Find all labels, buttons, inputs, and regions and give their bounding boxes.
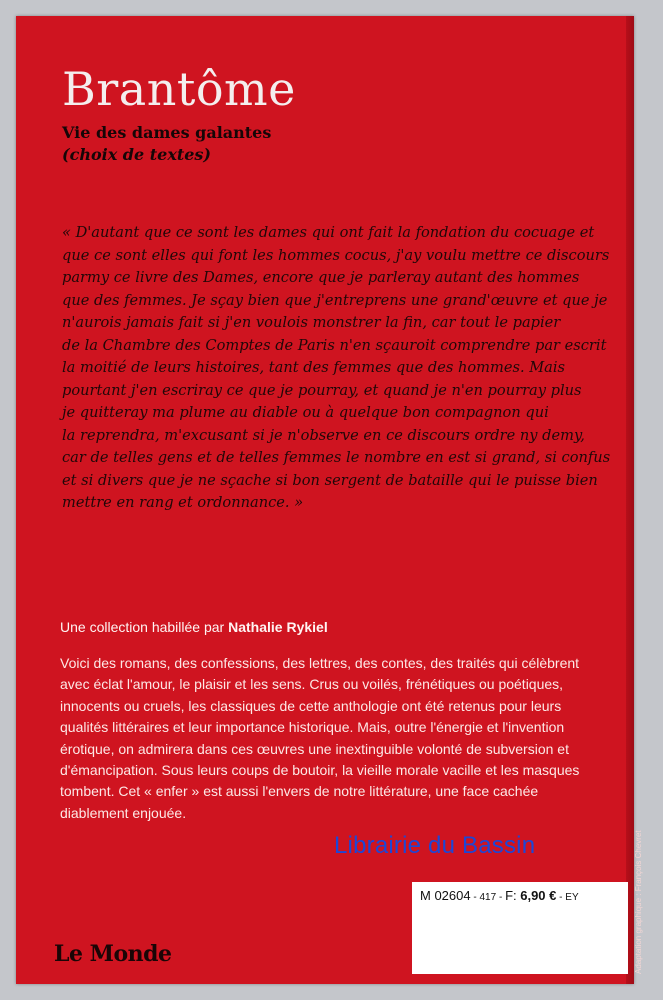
barcode-text bbox=[420, 888, 620, 903]
cover-edge bbox=[626, 16, 634, 984]
collection-credit bbox=[60, 619, 328, 635]
quote-line: mettre en rang et ordonnance. » bbox=[62, 494, 304, 511]
collection-prefix: Une collection habillée par bbox=[60, 619, 229, 635]
blurb-line: innocents ou cruels, les classiques de cette anthologie ont été retenus pour leurs bbox=[60, 697, 562, 714]
quote-line: pourtant j'en escriray ce que je pourray, et quand je n'en pourray plus bbox=[62, 381, 582, 399]
quote-line: car de telles gens et de telles femmes le nombre en est si grand, si confus bbox=[62, 449, 611, 466]
quote-line: « D'autant que ce sont les dames qui ont fait la fondation du cocuage et bbox=[62, 224, 595, 241]
quote-line: je quitteray ma plume au diable ou à quelque bon compagnon qui bbox=[62, 404, 549, 421]
blurb-line: érotique, on admirera dans ces œuvres une inextinguible volonté de subversion et bbox=[60, 740, 569, 757]
blurb-line: d'émancipation. Sous leurs coups de boutoir, la vieille morale vacille et les masques bbox=[60, 762, 580, 779]
blurb-line: qualités littéraires et leur importance historique. Mais, outre l'énergie et l'invention bbox=[60, 719, 565, 736]
barcode-label bbox=[412, 882, 628, 974]
quote-line: que des femmes. Je sçay bien que j'entreprens une grand'œuvre et que je bbox=[62, 291, 608, 309]
quote-excerpt bbox=[62, 222, 611, 515]
quote-line: la moitié de leurs histoires, tant des femmes que des hommes. Mais bbox=[62, 359, 566, 376]
collection-designer: Nathalie Rykiel bbox=[228, 619, 328, 635]
barcode-code: M 02604 bbox=[420, 888, 471, 903]
blurb-line: diablement enjouée. bbox=[60, 804, 187, 821]
blurb-line: tombent. Cet « enfer » est aussi l'envers de notre littérature, une face cachée bbox=[60, 783, 539, 800]
quote-line: n'aurois jamais fait si j'en voulois monstrer la fin, car tout le papier bbox=[62, 314, 561, 331]
author-name: Brantôme bbox=[62, 62, 296, 116]
book-title-block bbox=[62, 122, 271, 166]
barcode-price: 6,90 € bbox=[520, 888, 557, 903]
barcode-sep: - 417 - bbox=[470, 892, 506, 903]
blurb-line: Voici des romans, des confessions, des lettres, des contes, des traités qui célèbrent bbox=[60, 655, 580, 671]
quote-line: que ce sont elles qui font les hommes cocus, j'ay voulu mettre ce discours bbox=[62, 246, 610, 264]
quote-line: la reprendra, m'excusant si je n'observe en ce discours ordre ny demy, bbox=[62, 426, 585, 444]
blurb-paragraph bbox=[60, 653, 590, 824]
barcode-suffix: - EY bbox=[556, 892, 579, 903]
book-subtitle: (choix de textes) bbox=[62, 145, 211, 164]
book-back-cover bbox=[16, 16, 643, 984]
publisher-logo: Le Monde bbox=[54, 941, 172, 967]
bookshop-watermark: Librairie du Bassin bbox=[334, 832, 536, 859]
barcode-price-prefix: F: bbox=[505, 888, 521, 903]
book-title: Vie des dames galantes bbox=[62, 123, 272, 142]
quote-line: de la Chambre des Comptes de Paris n'en sçauroit comprendre par escrit bbox=[62, 336, 607, 354]
quote-line: parmy ce livre des Dames, encore que je parleray autant des hommes bbox=[62, 269, 580, 286]
quote-line: et si divers que je ne sçache si bon sergent de bataille qui le puisse bien bbox=[62, 471, 598, 489]
design-credit: Adaptation graphique : François Chevret bbox=[634, 830, 643, 974]
blurb-line: avec éclat l'amour, le plaisir et les sens. Crus ou voilés, frénétiques ou poétiques, bbox=[60, 676, 564, 693]
